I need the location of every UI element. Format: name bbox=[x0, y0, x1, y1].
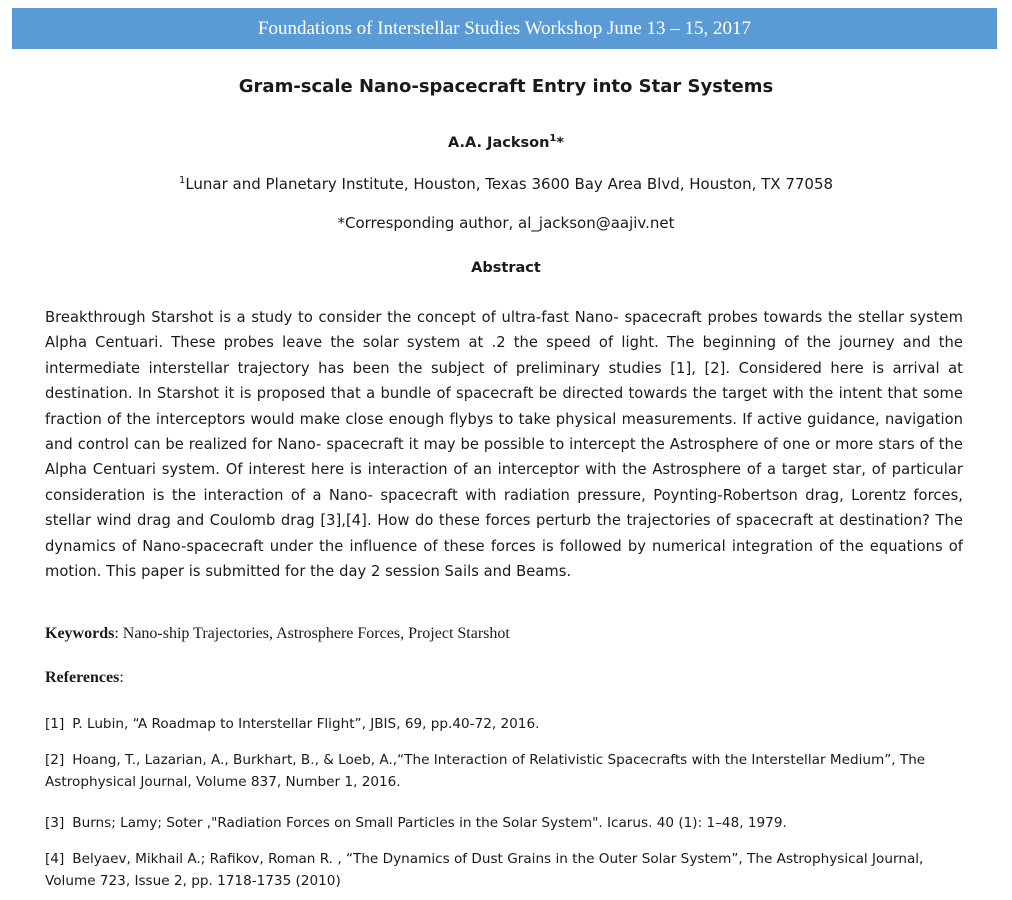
references-label: References bbox=[45, 669, 120, 686]
author-name: A.A. Jackson bbox=[448, 135, 550, 151]
author-line bbox=[0, 135, 1012, 151]
references-heading bbox=[45, 669, 124, 687]
author-corresp-mark: * bbox=[556, 135, 564, 151]
reference-text: Hoang, T., Lazarian, A., Burkhart, B., & Loeb, A.,“The Interaction of Relativistic Spacecrafts with the Interstellar Medium”, The Astrophysical Journal, Volume 837, Number 1, 2016. bbox=[45, 752, 926, 790]
workshop-banner bbox=[12, 8, 997, 49]
reference-number: [2] bbox=[45, 752, 65, 768]
affiliation-line bbox=[0, 175, 1012, 193]
reference-text: Burns; Lamy; Soter ,"Radiation Forces on Small Particles in the Solar System". Icarus. 40 (1): 1–48, 1979. bbox=[72, 815, 787, 831]
reference-text: P. Lubin, “A Roadmap to Interstellar Flight”, JBIS, 69, pp.40-72, 2016. bbox=[72, 716, 540, 732]
paper-title: Gram-scale Nano-spacecraft Entry into Star Systems bbox=[238, 76, 774, 97]
keywords-text: : Nano-ship Trajectories, Astrosphere Forces, Project Starshot bbox=[114, 625, 510, 642]
references-colon: : bbox=[119, 669, 124, 686]
reference-item bbox=[45, 812, 965, 834]
affiliation-text: Lunar and Planetary Institute, Houston, Texas 3600 Bay Area Blvd, Houston, TX 77058 bbox=[185, 175, 834, 193]
reference-item bbox=[45, 848, 965, 892]
reference-number: [1] bbox=[45, 716, 65, 732]
corresponding-author: *Corresponding author, al_jackson@aajiv.net bbox=[337, 214, 675, 232]
reference-number: [3] bbox=[45, 815, 65, 831]
abstract-heading: Abstract bbox=[471, 260, 541, 276]
keywords-line bbox=[45, 625, 963, 643]
reference-text: Belyaev, Mikhail A.; Rafikov, Roman R. , “The Dynamics of Dust Grains in the Outer Solar System”, The Astrophysical Journal, Volume 723, Issue 2, pp. 1718-1735 (2010) bbox=[45, 851, 924, 889]
reference-number: [4] bbox=[45, 851, 65, 867]
reference-item bbox=[45, 749, 965, 793]
banner-text: Foundations of Interstellar Studies Workshop June 13 – 15, 2017 bbox=[257, 18, 752, 39]
affiliation-mark: 1 bbox=[178, 175, 186, 186]
abstract-body: Breakthrough Starshot is a study to consider the concept of ultra-fast Nano- spacecraft probes towards the stellar system Alpha Centuari. These probes leave the solar system at .2 the speed of light. The beginning of the journey and the intermediate interstellar trajectory has been the subject of preliminary studies [1], [2]. Considered here is arrival at destination. In Starshot it is proposed that a bundle of spacecraft be directed towards the target with the intent that some fraction of the interceptors would make close enough flybys to take physical measurements. If active guidance, navigation and control can be realized for Nano- spacecraft it may be possible to intercept the Astrosphere of one or more stars of the Alpha Centuari system. Of interest here is interaction of an interceptor with the Astrosphere of a target star, of particular consideration is the interaction of a Nano- spacecraft with radiation pressure, Poynting-Robertson drag, Lorentz forces, stellar wind drag and Coulomb drag [3],[4]. How do these forces perturb the trajectories of spacecraft at destination? The dynamics of Nano-spacecraft under the influence of these forces is followed by numerical integration of the equations of motion. This paper is submitted for the day 2 session Sails and Beams. bbox=[45, 309, 963, 581]
keywords-label: Keywords bbox=[45, 625, 115, 642]
author-affil-mark: 1 bbox=[549, 133, 557, 144]
reference-item bbox=[45, 713, 965, 735]
